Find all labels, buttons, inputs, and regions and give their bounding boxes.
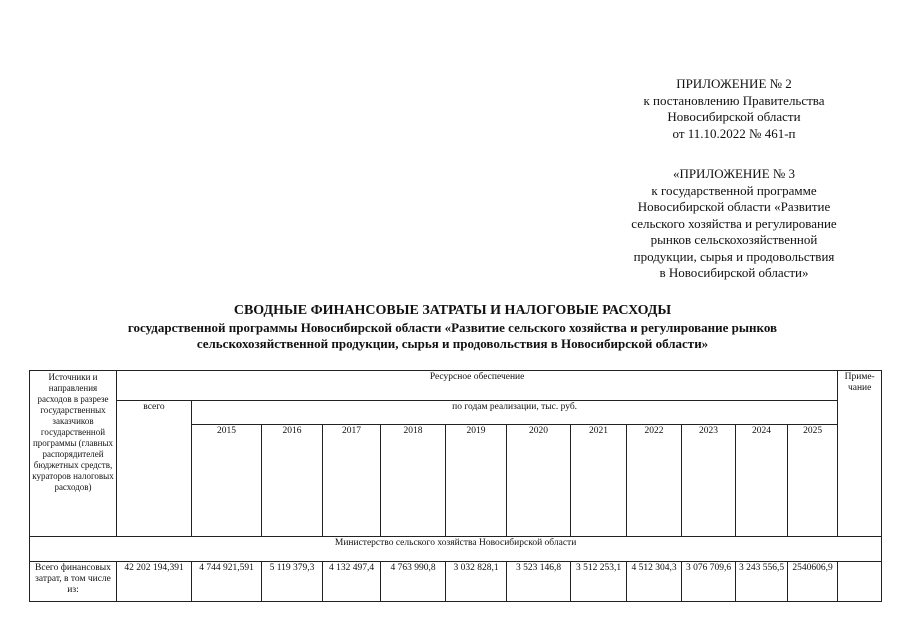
- appendix-1-line: ПРИЛОЖЕНИЕ № 2: [676, 76, 792, 91]
- year-header: 2022: [627, 425, 682, 537]
- row-year-value: 3 243 556,5: [736, 562, 788, 602]
- header-row-1: [30, 371, 882, 401]
- appendix-1-line: к постановлению Правительства: [643, 92, 825, 108]
- year-header: 2018: [381, 425, 446, 537]
- table-row: [30, 562, 882, 602]
- row-year-value: 4 744 921,591: [192, 562, 262, 602]
- row-year-value: 2540606,9: [788, 562, 838, 602]
- ministry-row: [30, 537, 882, 562]
- financial-table: [29, 370, 882, 602]
- year-header: 2016: [262, 425, 323, 537]
- appendix-2-line: сельского хозяйства и регулирование: [631, 215, 837, 231]
- appendix-2-line: «ПРИЛОЖЕНИЕ № 3: [672, 166, 796, 181]
- appendix-2-line: Новосибирской области «Развитие: [637, 199, 831, 214]
- row-total-value: 42 202 194,391: [117, 562, 192, 602]
- header-row-2: [30, 401, 882, 425]
- appendix-2-line: рынков сельскохозяйственной: [650, 232, 818, 247]
- year-header: 2023: [682, 425, 736, 537]
- year-header: 2020: [507, 425, 571, 537]
- row-year-value: 3 512 253,1: [571, 562, 627, 602]
- document-title: СВОДНЫЕ ФИНАНСОВЫЕ ЗАТРАТЫ И НАЛОГОВЫЕ РАСХОДЫ: [233, 303, 672, 318]
- row-year-value: 4 763 990,8: [381, 562, 446, 602]
- row-note: [838, 562, 882, 602]
- year-header: 2024: [736, 425, 788, 537]
- header-sources: Источники и направления расходов в разрезе государственных заказчиков государственной программы (главных распорядителей бюджетных средств, кураторов налоговых расходов): [30, 371, 117, 537]
- document-subtitle-line-2: сельскохозяйственной продукции, сырья и продовольствия в Новосибирской области»: [196, 336, 709, 351]
- appendix-2-line: к государственной программе: [651, 182, 817, 198]
- row-year-value: 4 132 497,4: [323, 562, 381, 602]
- ministry-name: Министерство сельского хозяйства Новосибирской области: [30, 537, 882, 562]
- row-year-value: 3 032 828,1: [446, 562, 507, 602]
- appendix-2-line: продукции, сырья и продовольствия: [633, 248, 835, 264]
- year-header: 2017: [323, 425, 381, 537]
- appendix-2-line: в Новосибирской области»: [659, 265, 809, 280]
- year-header: 2015: [192, 425, 262, 537]
- header-resource: Ресурсное обеспечение: [117, 371, 838, 401]
- appendix-1-block: [600, 76, 868, 142]
- header-note: Приме-чание: [838, 371, 882, 537]
- row-year-value: 5 119 379,3: [262, 562, 323, 602]
- row-year-value: 3 076 709,6: [682, 562, 736, 602]
- header-total: всего: [117, 401, 192, 537]
- row-year-value: 4 512 304,3: [627, 562, 682, 602]
- year-header: 2019: [446, 425, 507, 537]
- row-label: Всего финансовых затрат, в том числе из:: [30, 562, 117, 602]
- row-year-value: 3 523 146,8: [507, 562, 571, 602]
- year-header: 2025: [788, 425, 838, 537]
- appendix-1-line: Новосибирской области: [667, 109, 801, 124]
- year-header: 2021: [571, 425, 627, 537]
- appendix-1-line: от 11.10.2022 № 461-п: [672, 125, 796, 141]
- header-by-years: по годам реализации, тыс. руб.: [192, 401, 838, 425]
- appendix-2-block: [600, 166, 868, 282]
- document-subtitle-line-1: государственной программы Новосибирской области «Развитие сельского хозяйства и регулирование рынков: [127, 320, 778, 335]
